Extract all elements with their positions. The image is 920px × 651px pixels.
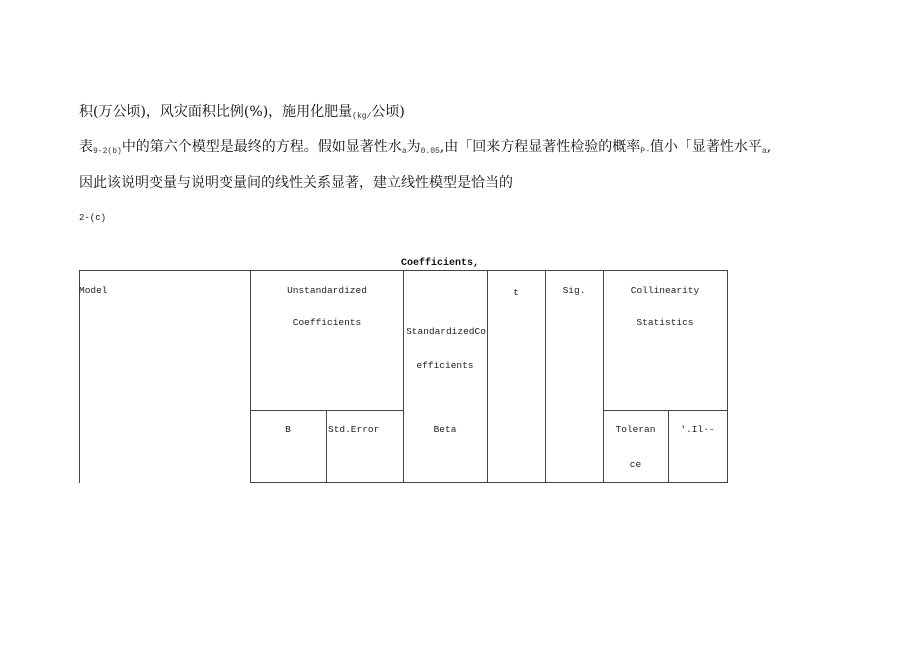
line2-b: 中的第六个模型是最终的方程。假如显著性水 [121, 139, 402, 155]
line1-end: 公顷) [371, 104, 405, 120]
model-col-border [250, 270, 251, 483]
unstd-sub-border [250, 410, 404, 411]
sig-col-border [603, 270, 604, 483]
header-standardized: StandardizedCo [406, 326, 486, 337]
header-b: B [285, 424, 291, 435]
header-std-error: Std.Error [328, 424, 380, 435]
line2-sub4: P- [640, 147, 650, 156]
header-sig: Sig. [562, 285, 586, 296]
line2-sub2: a [401, 147, 407, 156]
header-unstandardized-coefficients: Coefficients [292, 317, 362, 328]
line2-sub5: a [761, 147, 767, 156]
tol-col-border [668, 410, 669, 483]
right-border [727, 270, 728, 483]
text-line-1 [79, 101, 405, 121]
line2-d: ,由「回来方程显著性检验的概率 [439, 139, 641, 155]
collin-sub-border [603, 410, 728, 411]
t-col-border [545, 270, 546, 483]
left-border [79, 270, 80, 483]
line2-sub1: 9-2(b) [93, 147, 122, 156]
header-vif: '.Il·- [680, 424, 715, 435]
header-bottom-border [250, 482, 728, 483]
header-tolerance-ce: ce [629, 459, 642, 470]
header-t: t [513, 287, 519, 298]
text-line-2 [79, 136, 771, 156]
line1-subscript: (kg/ [352, 112, 372, 121]
header-collinearity-statistics: Statistics [636, 317, 694, 328]
b-col-border [326, 410, 327, 483]
std-col-border [487, 270, 488, 483]
header-beta: Beta [433, 424, 457, 435]
header-tolerance: Toleran [615, 424, 656, 435]
line1-text: 积(万公顷)，风灾面积比例(%)，施用化肥量 [79, 104, 353, 120]
unstd-col-border [403, 270, 404, 483]
header-standardized-coefficients: efficients [416, 360, 474, 371]
header-collinearity: Collinearity [630, 285, 700, 296]
line2-a: 表 [79, 139, 93, 155]
line2-f: , [766, 139, 772, 155]
header-unstandardized: Unstandardized [287, 285, 367, 296]
line2-e: 值小「显著性水平 [649, 139, 762, 155]
text-line-3: 因此该说明变量与说明变量间的线性关系显著，建立线性模型是恰当的 [79, 175, 513, 191]
line2-sub3: 0.05 [420, 147, 440, 156]
header-model: Model [79, 285, 108, 296]
table-title: Coefficients, [400, 258, 479, 269]
table-label: 2-(c) [79, 213, 107, 223]
line2-c: 为 [406, 139, 421, 155]
